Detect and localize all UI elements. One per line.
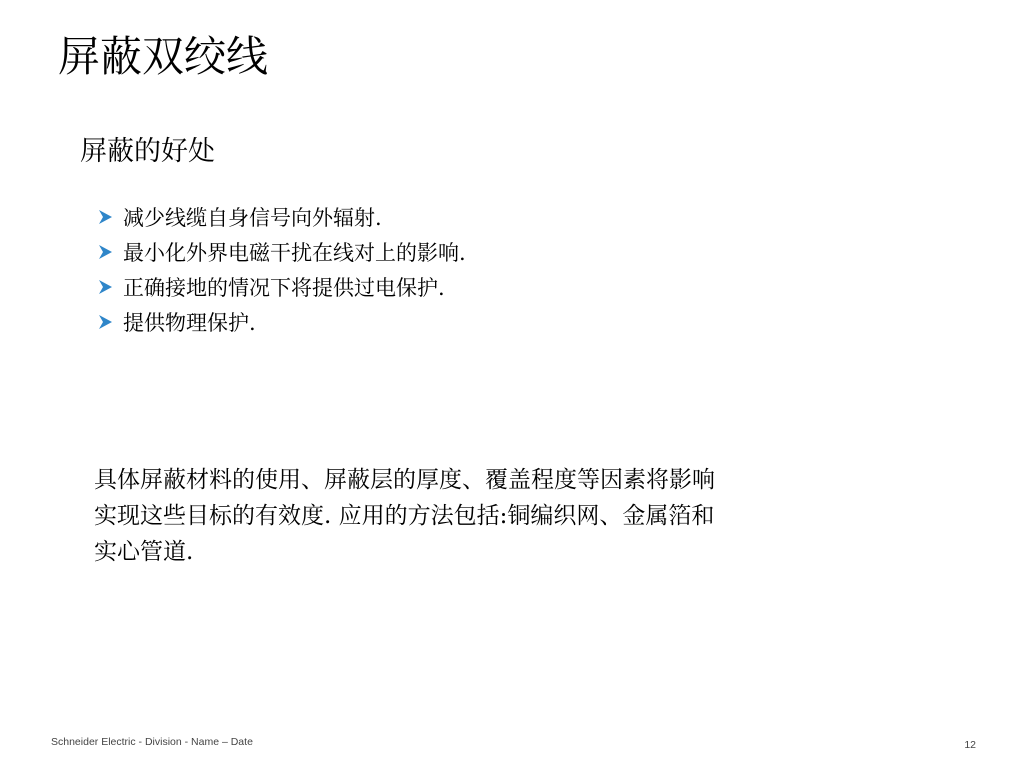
page-number: 12 xyxy=(964,739,976,751)
body-paragraph xyxy=(94,462,874,570)
footer-text: Schneider Electric - Division - Name – Date xyxy=(51,736,253,748)
paragraph-line: 实心管道. xyxy=(94,539,194,565)
slide-title: 屏蔽双绞线 xyxy=(58,32,269,81)
paragraph-line: 实现这些目标的有效度. 应用的方法包括:铜编织网、金属箔和 xyxy=(94,503,715,529)
bullet-item xyxy=(98,304,466,339)
bullet-text: 最小化外界电磁干扰在线对上的影响. xyxy=(123,240,466,265)
arrowhead-bullet-icon xyxy=(98,279,113,295)
bullet-item xyxy=(98,199,466,234)
arrowhead-bullet-icon xyxy=(98,244,113,260)
bullet-item xyxy=(98,234,466,269)
bullet-list xyxy=(98,199,466,339)
arrowhead-bullet-icon xyxy=(98,314,113,330)
paragraph-line: 具体屏蔽材料的使用、屏蔽层的厚度、覆盖程度等因素将影响 xyxy=(94,467,715,493)
arrowhead-bullet-icon xyxy=(98,209,113,225)
bullet-text: 正确接地的情况下将提供过电保护. xyxy=(123,275,445,300)
section-heading: 屏蔽的好处 xyxy=(80,136,215,167)
bullet-item xyxy=(98,269,466,304)
bullet-text: 提供物理保护. xyxy=(123,310,256,335)
bullet-text: 减少线缆自身信号向外辐射. xyxy=(123,205,382,230)
